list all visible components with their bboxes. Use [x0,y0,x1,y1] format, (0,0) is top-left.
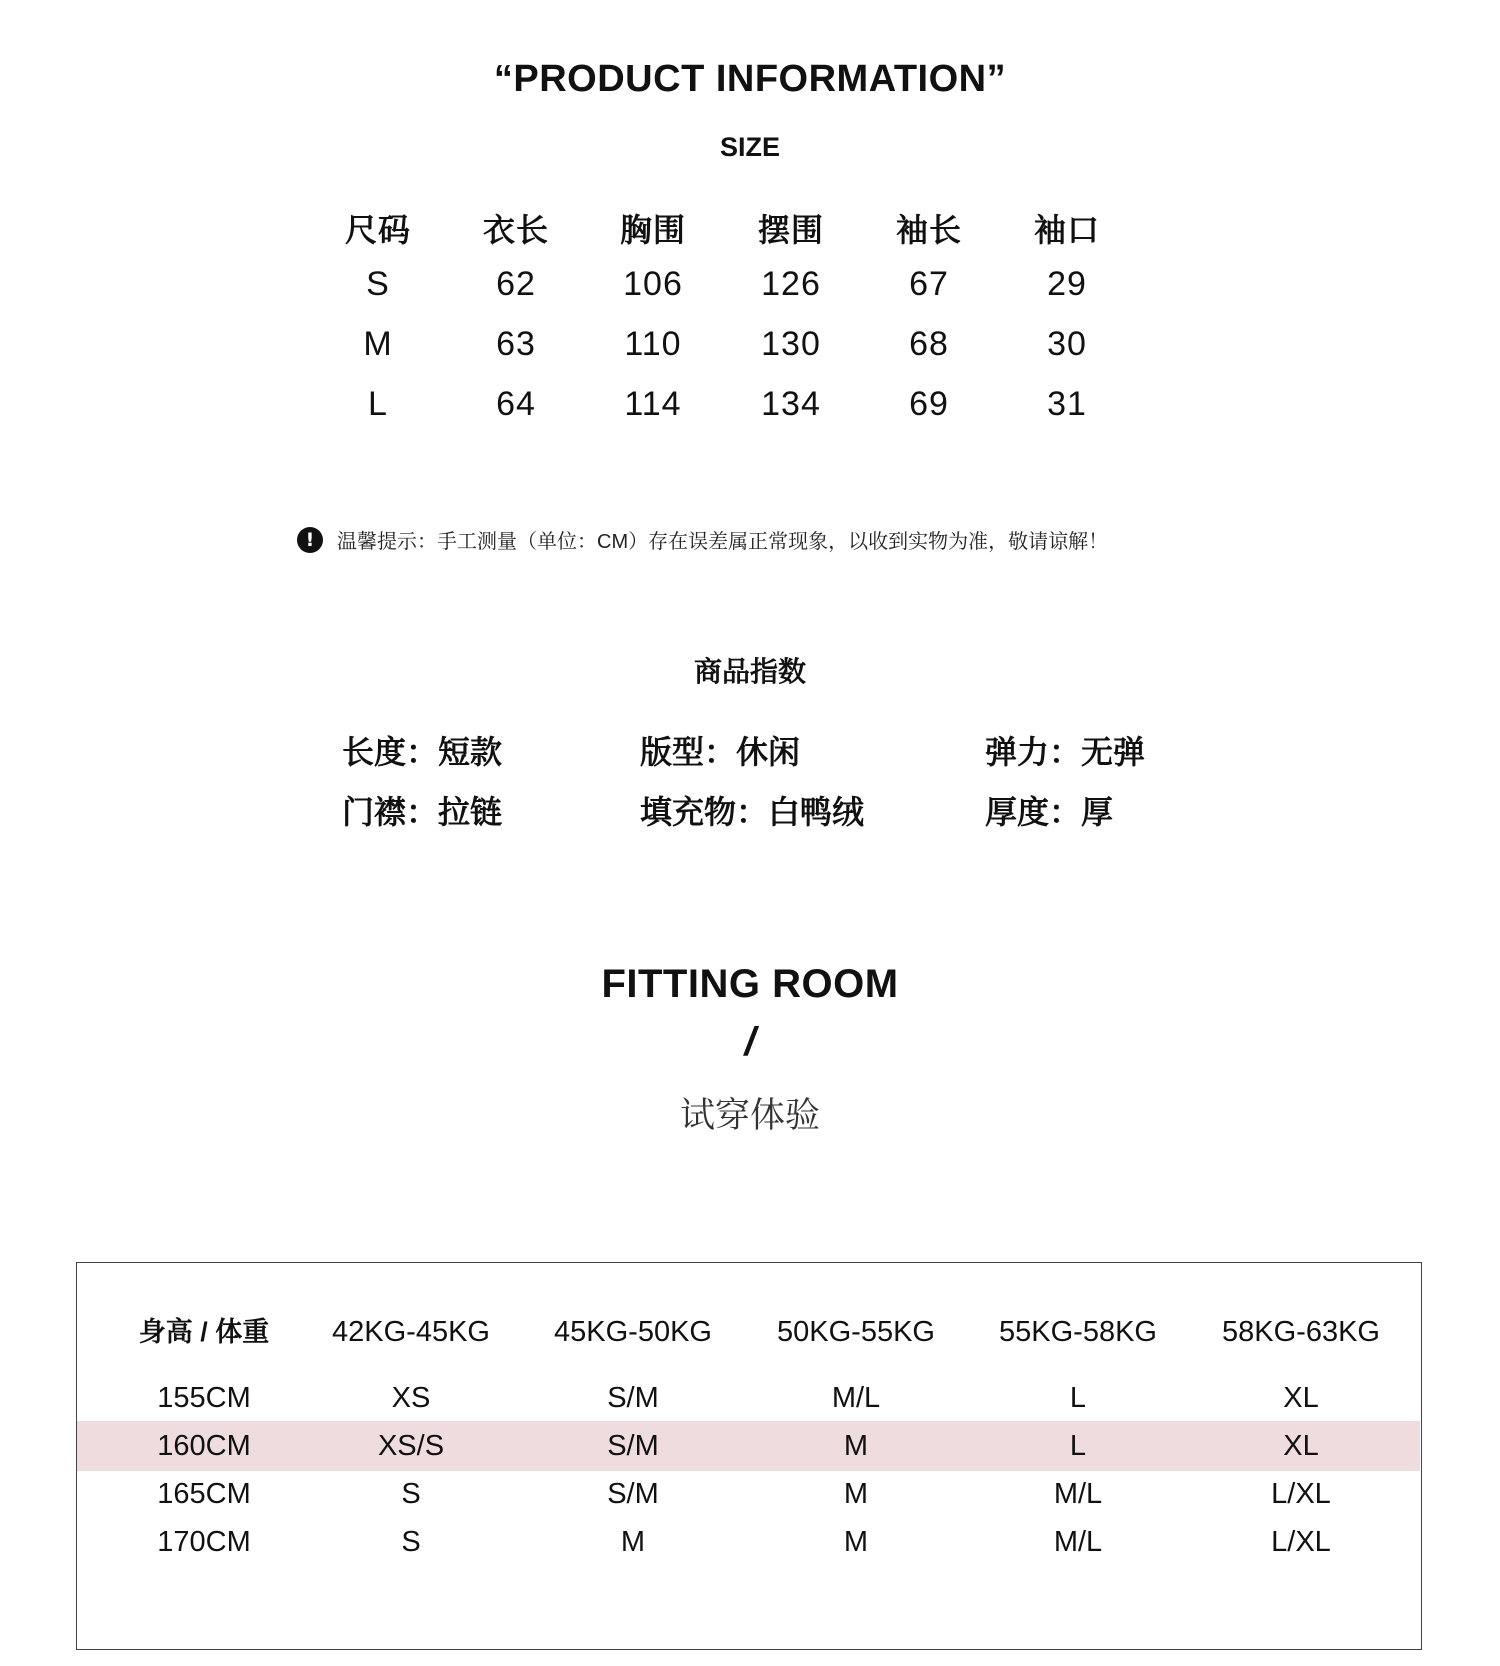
size-cell: 62 [496,265,536,303]
fitting-table-row-highlighted [77,1421,1420,1471]
fitting-cell: S [401,1526,421,1558]
fitting-room-title: FITTING ROOM [601,962,899,1006]
fitting-cell: 160CM [157,1430,251,1462]
size-cell: 134 [761,385,821,423]
fitting-cell: XL [1283,1382,1319,1414]
size-header-cell: 摆围 [757,212,824,248]
fitting-header-cell: 55KG-58KG [999,1316,1157,1348]
size-cell: 126 [761,265,821,303]
size-header-cell: 袖口 [1033,212,1100,248]
product-index-title: 商品指数 [693,656,806,687]
fitting-cell: L/XL [1271,1478,1331,1510]
fitting-table [76,1262,1422,1650]
fitting-cell: S/M [607,1382,659,1414]
fitting-cell: M [843,1526,869,1558]
fitting-header-cell: 42KG-45KG [332,1316,490,1348]
attr-length: 长度：短款 [342,734,503,770]
fitting-header-cell: 50KG-55KG [777,1316,935,1348]
fitting-room-subtitle: 试穿体验 [679,1096,820,1135]
size-header-cell: 胸围 [619,212,686,248]
fitting-cell: M [620,1526,646,1558]
fitting-table-row [77,1469,1420,1519]
fitting-cell: M/L [1053,1526,1103,1558]
fitting-table-row [77,1517,1420,1567]
size-cell: 114 [624,385,682,423]
attr-thickness: 厚度：厚 [985,794,1114,830]
page-title: “PRODUCT INFORMATION” [493,58,1007,100]
attr-closure: 门襟：拉链 [342,794,503,830]
fitting-cell: M/L [1053,1478,1103,1510]
fitting-cell: L [1069,1430,1087,1462]
fitting-cell: XS/S [377,1430,445,1462]
fitting-table-row [77,1373,1420,1423]
fitting-cell: S/M [607,1430,659,1462]
attr-filling: 填充物：白鸭绒 [640,794,865,830]
size-cell: 63 [496,325,536,363]
size-header-cell: 衣长 [482,212,549,248]
size-cell: 106 [623,265,683,303]
size-cell: 29 [1047,265,1087,303]
fitting-cell: M/L [831,1382,881,1414]
size-cell: 30 [1047,325,1087,363]
fitting-cell: L/XL [1271,1526,1331,1558]
exclamation-icon: ! [297,527,323,553]
fitting-cell: M [843,1478,869,1510]
size-header-cell: 尺码 [344,212,411,248]
fitting-header-cell: 45KG-50KG [554,1316,712,1348]
size-cell: 64 [496,385,536,423]
fitting-table-header [77,1307,1420,1357]
fitting-cell: S [401,1478,421,1510]
fitting-room-divider: / [744,1020,756,1064]
fitting-cell: S/M [607,1478,659,1510]
size-cell: 110 [624,325,682,363]
fitting-cell: M [843,1430,869,1462]
fitting-header-cell: 58KG-63KG [1222,1316,1380,1348]
size-cell: M [363,325,393,363]
size-cell: S [366,265,390,303]
size-cell: L [368,385,388,423]
fitting-cell: XS [391,1382,431,1414]
size-section-label: SIZE [719,132,780,162]
fitting-cell: 155CM [157,1382,251,1414]
attr-fit: 版型：休闲 [640,734,801,770]
size-cell: 67 [909,265,949,303]
fitting-cell: XL [1283,1430,1319,1462]
fitting-header-cell: 身高 / 体重 [138,1317,270,1347]
fitting-cell: 170CM [157,1526,251,1558]
notice-text: 温馨提示：手工测量（单位：CM）存在误差属正常现象，以收到实物为准，敬请谅解！ [337,531,1109,553]
attr-elasticity: 弹力：无弹 [985,734,1146,770]
size-cell: 31 [1047,385,1087,423]
size-cell: 68 [909,325,949,363]
fitting-cell: L [1069,1382,1087,1414]
size-cell: 69 [909,385,949,423]
size-cell: 130 [761,325,821,363]
size-header-cell: 袖长 [895,212,962,248]
fitting-cell: 165CM [157,1478,251,1510]
measurement-notice [297,525,1108,554]
